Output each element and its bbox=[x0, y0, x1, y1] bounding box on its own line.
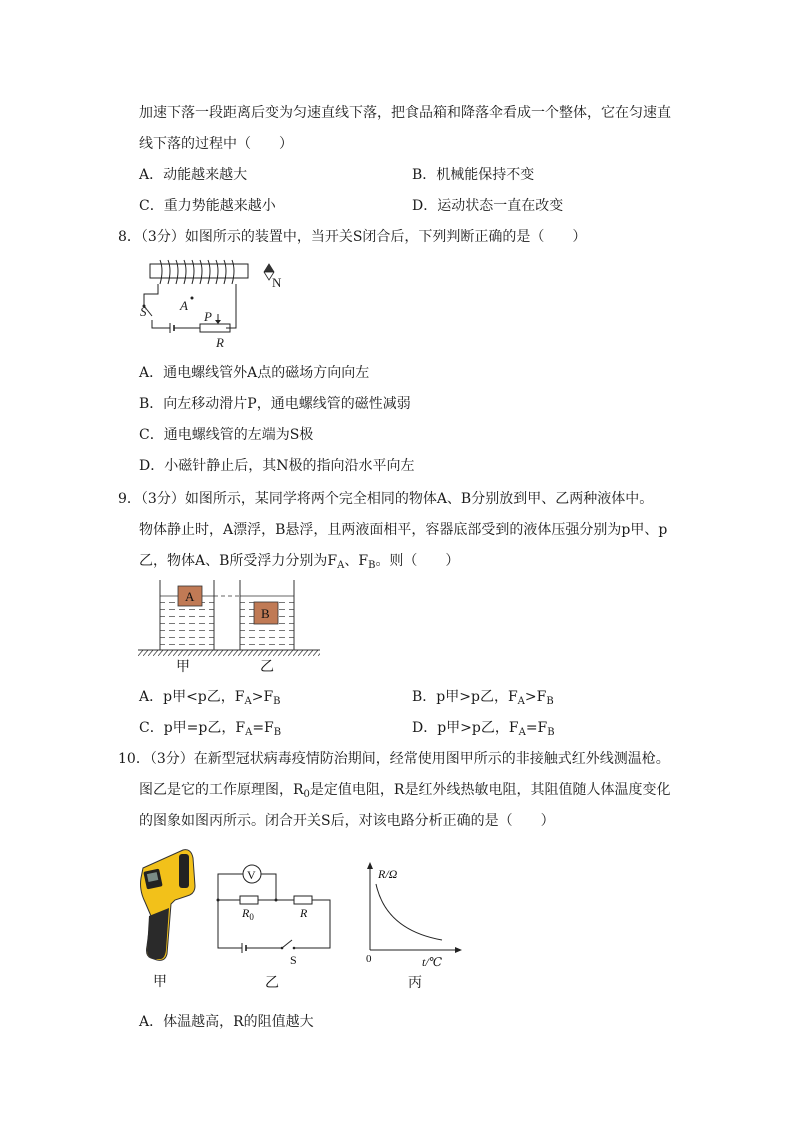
resistor-label: R bbox=[216, 335, 224, 350]
needle-pole-label: N bbox=[272, 275, 282, 290]
r-label: R bbox=[300, 906, 308, 920]
gun-caption: 甲 bbox=[153, 975, 167, 990]
compass-needle bbox=[264, 264, 274, 272]
q8-option-a: A．通电螺线管外A点的磁场方向向左 bbox=[139, 365, 370, 381]
q10-stem-line-1: 10．（3分）在新型冠状病毒疫情防治期间，经常使用图甲所示的非接触式红外线测温枪。 bbox=[118, 751, 670, 767]
q9-stem-line-1: 9．（3分）如图所示，某同学将两个完全相同的物体A、B分别放到甲、乙两种液体中。 bbox=[118, 491, 654, 507]
voltmeter-label: V bbox=[247, 868, 256, 882]
origin-label: 0 bbox=[366, 953, 372, 965]
q8-solenoid-figure bbox=[138, 258, 298, 350]
q10-option-a: A．体温越高，R的阻值越大 bbox=[139, 1014, 314, 1030]
resistor-r0 bbox=[240, 896, 258, 904]
q10-resistance-graph bbox=[360, 858, 470, 992]
switch-label-s: S bbox=[290, 953, 297, 967]
resistor-r bbox=[294, 896, 312, 904]
q7-option-b: B．机械能保持不变 bbox=[412, 167, 535, 183]
q8-option-b: B．向左移动滑片P，通电螺线管的磁性减弱 bbox=[139, 396, 411, 412]
rheostat bbox=[200, 324, 230, 332]
intro-line-2: 线下落的过程中（ ） bbox=[139, 136, 293, 152]
q10-thermometer-gun bbox=[135, 846, 197, 992]
q9-option-d: D．p甲>p乙，$F_A=F_B$ bbox=[412, 720, 555, 738]
q8-option-c: C．通电螺线管的左端为S极 bbox=[139, 427, 314, 443]
graph-caption: 丙 bbox=[408, 976, 422, 991]
resistance-curve bbox=[376, 884, 442, 940]
intro-line-1: 加速下落一段距离后变为匀速直线下落，把食品箱和降落伞看成一个整体，它在匀速直 bbox=[139, 105, 671, 121]
caption-yi: 乙 bbox=[260, 660, 274, 674]
circuit-caption: 乙 bbox=[265, 976, 279, 991]
q7-option-d: D．运动状态一直在改变 bbox=[412, 198, 564, 214]
block-a-label: A bbox=[185, 589, 195, 604]
y-axis-label: R/Ω bbox=[378, 867, 398, 881]
r0-label: $R_0$ bbox=[242, 906, 254, 922]
q10-stem-line-3: 的图象如图丙所示。闭合开关S后，对该电路分析正确的是（ ） bbox=[139, 813, 555, 829]
q9-option-b: B．p甲>p乙，$F_A>F_B$ bbox=[412, 689, 554, 707]
q7-option-c: C．重力势能越来越小 bbox=[139, 198, 276, 214]
q9-option-a: A．p甲<p乙，$F_A>F_B$ bbox=[139, 689, 281, 707]
q7-option-a: A．动能越来越大 bbox=[139, 167, 248, 183]
q8-option-d: D．小磁针静止后，其N极的指向沿水平向左 bbox=[139, 458, 415, 474]
block-b-label: B bbox=[261, 606, 270, 621]
ground-hatch bbox=[138, 650, 320, 656]
q9-option-c: C．p甲=p乙，$F_A=F_B$ bbox=[139, 720, 282, 738]
q10-circuit-figure bbox=[210, 860, 340, 992]
q10-stem-line-2: 图乙是它的工作原理图，$R_0$是定值电阻，R是红外线热敏电阻，其阻值随人体温度变化 bbox=[139, 782, 671, 800]
q9-stem-line-2: 物体静止时，A漂浮，B悬浮，且两液面相平，容器底部受到的液体压强分别为p甲、p bbox=[139, 522, 668, 538]
q9-stem-line-3: 乙，物体A、B所受浮力分别为$F_A$、$F_B$。则（ ） bbox=[139, 553, 460, 571]
caption-jia: 甲 bbox=[176, 660, 190, 674]
point-label: A bbox=[180, 298, 188, 313]
slider-label: P bbox=[204, 309, 212, 324]
x-axis-label: t/℃ bbox=[422, 955, 443, 969]
slider-arrow bbox=[215, 320, 221, 324]
q9-containers-figure bbox=[138, 578, 322, 674]
switch-label: S bbox=[140, 304, 147, 319]
q8-stem: 8．（3分）如图所示的装置中，当开关S闭合后，下列判断正确的是（ ） bbox=[118, 229, 587, 245]
switch bbox=[282, 940, 292, 948]
